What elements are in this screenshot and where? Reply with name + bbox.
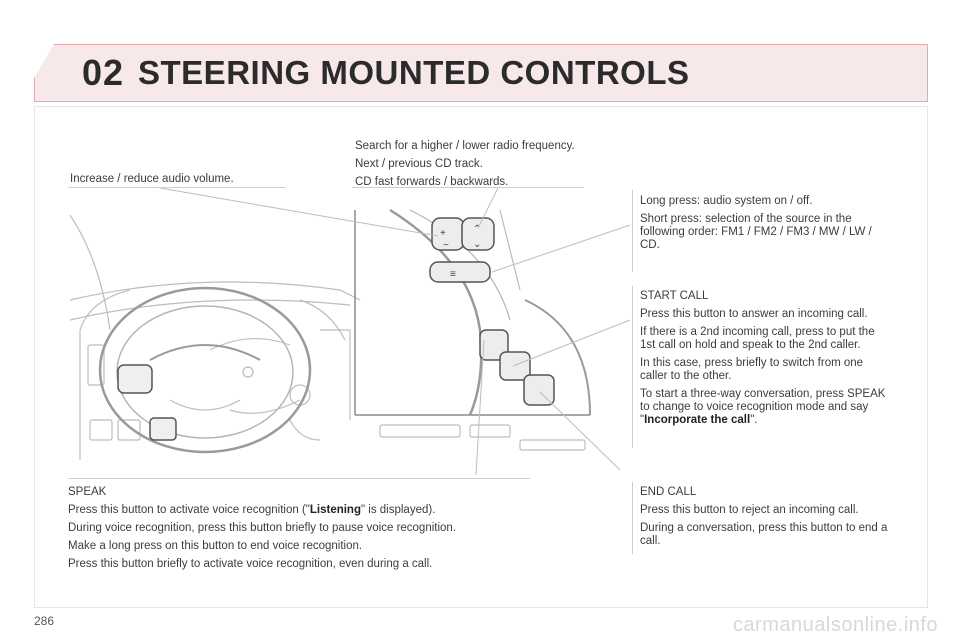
start-call-line-4 — [640, 388, 890, 427]
page-title: STEERING MOUNTED CONTROLS — [138, 54, 690, 91]
watermark: carmanualsonline.info — [732, 614, 938, 636]
start-call-three-way-suffix: ". — [750, 414, 758, 426]
callout-volume-text: Increase / reduce audio volume. — [70, 173, 234, 185]
callout-radio-line-2: Next / previous CD track. — [355, 158, 483, 170]
speak-line-1-bold: Listening — [309, 504, 361, 516]
end-call-line-1: Press this button to reject an incoming call. — [640, 504, 859, 516]
svg-text:−: − — [443, 240, 449, 251]
svg-text:≡: ≡ — [450, 269, 456, 280]
start-call-title: START CALL — [640, 290, 709, 302]
svg-text:+: + — [440, 228, 446, 239]
callout-radio-line-1: Search for a higher / lower radio frequency. — [355, 140, 575, 152]
callout-rule-speak — [68, 478, 530, 479]
callout-vrule-source — [632, 190, 633, 272]
chapter-number: 02 — [82, 52, 125, 93]
speak-line-1-suffix: " is displayed). — [361, 504, 436, 516]
callout-radio — [355, 140, 605, 194]
callout-source-line-1: Long press: audio system on / off. — [640, 195, 813, 207]
start-call-three-way-bold: Incorporate the call — [644, 414, 751, 426]
callout-vrule-start-call — [632, 286, 633, 448]
speak-line-3: Make a long press on this button to end voice recognition. — [68, 540, 363, 552]
svg-text:⌄: ⌄ — [473, 239, 482, 250]
callout-source-line-2: Short press: selection of the source in the following order: FM1 / FM2 / FM3 / MW / LW / CD. — [640, 213, 872, 251]
callout-source — [640, 195, 885, 257]
start-call-three-way-prefix: To start a three-way conversation, press SPEAK to change to voice recognition mode and say " — [640, 388, 886, 426]
callout-volume — [70, 173, 290, 191]
callout-start-call — [640, 290, 890, 432]
speak-line-2: During voice recognition, press this button briefly to pause voice recognition. — [68, 522, 457, 534]
start-call-line-1: Press this button to answer an incoming call. — [640, 308, 868, 320]
speak-line-4: Press this button briefly to activate voice recognition, even during a call. — [68, 558, 433, 570]
callout-speak — [68, 486, 538, 576]
page-number: 286 — [34, 614, 55, 628]
speak-line-1-prefix: Press this button to activate voice recognition (" — [68, 504, 310, 516]
end-call-line-2: During a conversation, press this button to end a call. — [640, 522, 888, 547]
svg-text:⌃: ⌃ — [473, 224, 482, 235]
start-call-line-2: If there is a 2nd incoming call, press to put the 1st call on hold and speak to the 2nd caller. — [640, 326, 875, 351]
callout-end-call — [640, 486, 890, 553]
speak-title: SPEAK — [68, 486, 107, 498]
callout-radio-line-3: CD fast forwards / backwards. — [355, 176, 509, 188]
speak-line-1 — [68, 504, 538, 517]
end-call-title: END CALL — [640, 486, 697, 498]
callout-vrule-end-call — [632, 482, 633, 554]
start-call-line-3: In this case, press briefly to switch from one caller to the other. — [640, 357, 864, 382]
